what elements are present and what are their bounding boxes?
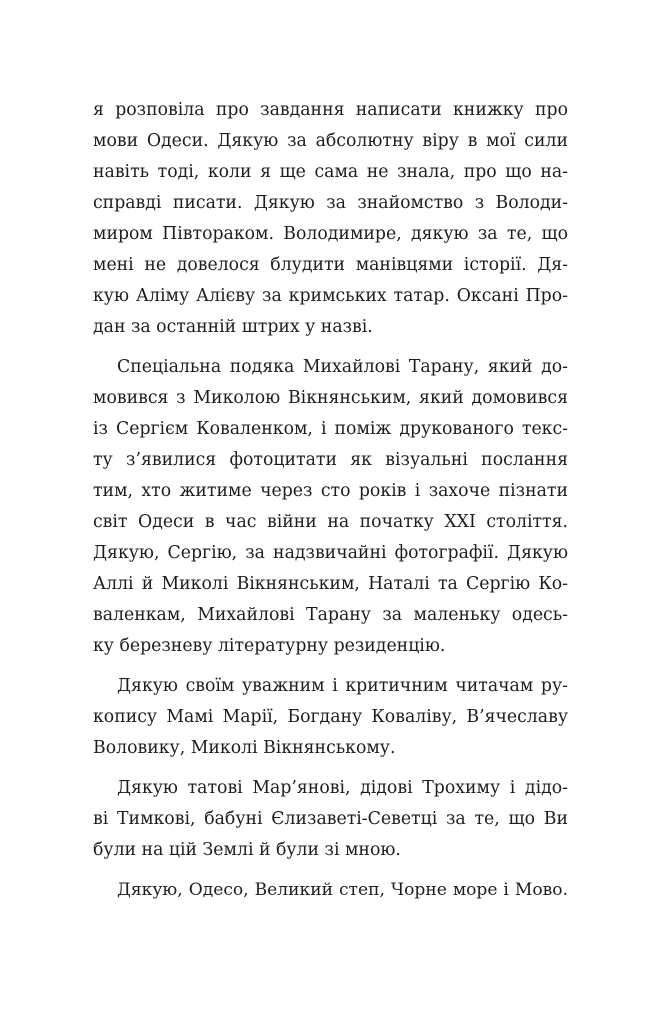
paragraph bbox=[93, 95, 568, 343]
text-line: були на цій Землі й були зі мною. bbox=[93, 840, 401, 860]
text-line: мови Одеси. Дякую за абсолютну віру в мої сили bbox=[93, 131, 568, 151]
text-line: ту з’явилися фотоцитати як візуальні послання bbox=[93, 450, 568, 470]
text-line: Спеціальна подяка Михайлові Тарану, який до- bbox=[117, 357, 568, 377]
text-line: ку березневу літературну резиденцію. bbox=[93, 636, 446, 656]
text-line: Дякую татові Мар’янові, дідові Трохиму і дідо- bbox=[117, 778, 568, 798]
text-line: мені не довелося блудити манівцями історії. Дя- bbox=[93, 255, 568, 275]
paragraph bbox=[93, 352, 568, 662]
text-line: із Сергієм Коваленком, і поміж друкованого текс- bbox=[93, 419, 568, 439]
paragraph bbox=[93, 671, 568, 764]
text-line: Дякую, Сергію, за надзвичайні фотографії. Дякую bbox=[93, 543, 568, 563]
text-line: тим, хто житиме через сто років і захоче пізнати bbox=[93, 481, 568, 501]
text-line: я розповіла про завдання написати книжку про bbox=[93, 100, 568, 120]
text-line: валенкам, Михайлові Тарану за маленьку одесь- bbox=[93, 605, 568, 625]
text-line: миром Півтораком. Володимире, дякую за те, що bbox=[93, 224, 568, 244]
text-line: Воловику, Миколі Вікнянському. bbox=[93, 738, 396, 758]
text-line: копису Мамі Марії, Богдану Коваліву, В’ячеславу bbox=[93, 707, 568, 727]
text-line: ві Тимкові, бабуні Єлизаветі-Севетці за те, що Ви bbox=[93, 809, 568, 829]
text-line: навіть тоді, коли я ще сама не знала, про що на- bbox=[93, 162, 568, 182]
text-line: мовився з Миколою Вікнянським, який домовився bbox=[93, 388, 568, 408]
acknowledgements-text bbox=[93, 95, 568, 915]
text-line: Дякую своїм уважним і критичним читачам ру- bbox=[117, 676, 568, 696]
text-line: дан за останній штрих у назві. bbox=[93, 317, 373, 337]
text-line: Дякую, Одесо, Великий степ, Чорне море і Мово. bbox=[117, 880, 568, 900]
text-line: справді писати. Дякую за знайомство з Володи- bbox=[93, 193, 568, 213]
paragraph bbox=[93, 875, 568, 906]
text-line: світ Одеси в час війни на початку XXI століття. bbox=[93, 512, 568, 532]
paragraph bbox=[93, 773, 568, 866]
text-line: кую Аліму Алієву за кримських татар. Оксані Про- bbox=[93, 286, 568, 306]
text-line: Аллі й Миколі Вікнянським, Наталі та Сергію Ко- bbox=[93, 574, 568, 594]
